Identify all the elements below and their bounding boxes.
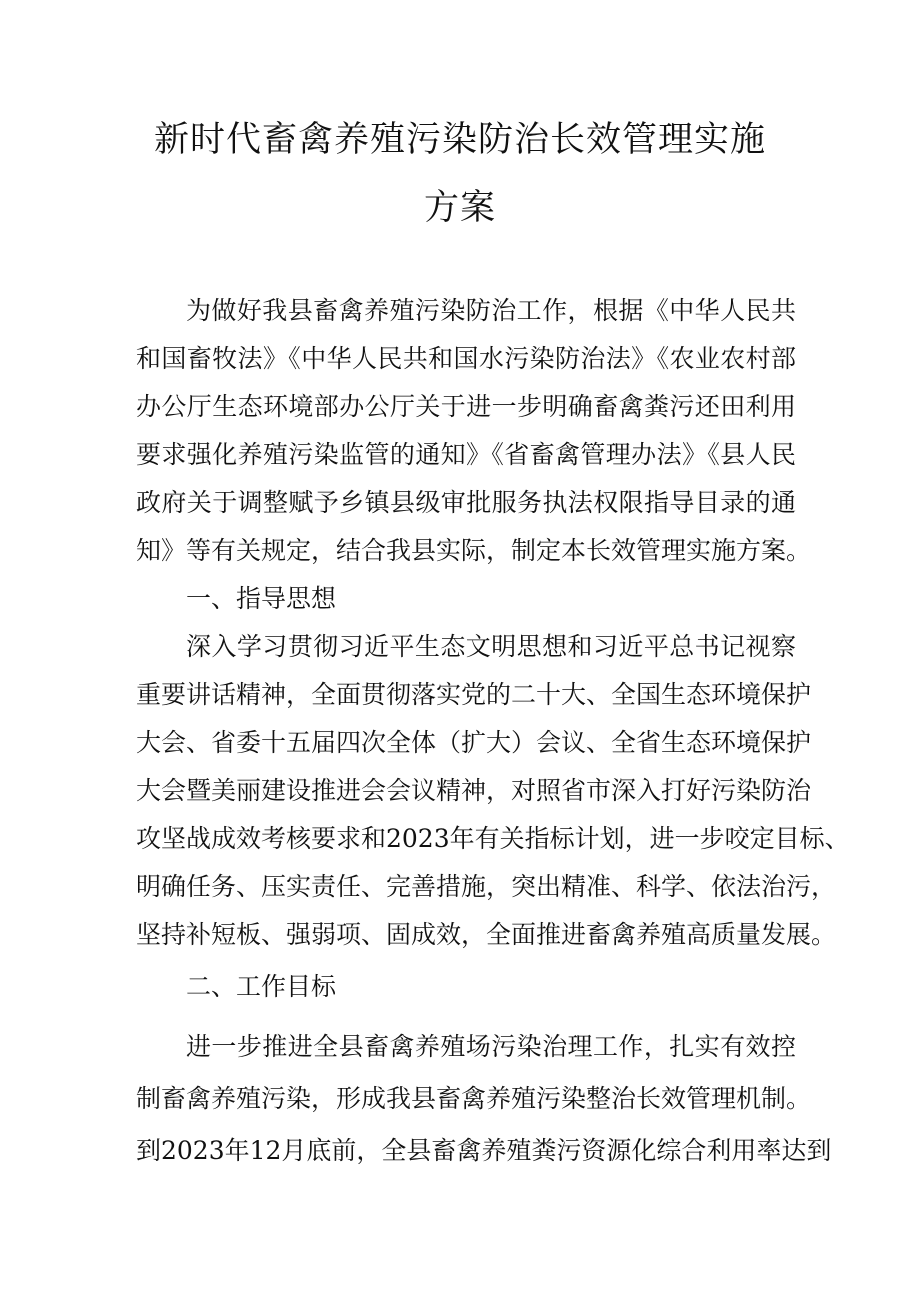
section2-line: 到2023年12月底前，全县畜禽养殖粪污资源化综合利用率达到 xyxy=(136,1136,832,1165)
document-title-line-2: 方案 xyxy=(423,188,496,228)
intro-line: 政府关于调整赋予乡镇县级审批服务执法权限指导目录的通 xyxy=(136,488,796,517)
section1-line: 攻坚战成效考核要求和2023年有关指标计划，进一步咬定目标、 xyxy=(136,824,850,853)
intro-line: 要求强化养殖污染监管的通知》《省畜禽管理办法》《县人民 xyxy=(136,440,796,469)
document-title-line-1: 新时代畜禽养殖污染防治长效管理实施 xyxy=(153,120,766,160)
section2-line: 制畜禽养殖污染，形成我县畜禽养殖污染整治长效管理机制。 xyxy=(136,1084,812,1113)
section1-line: 坚持补短板、强弱项、固成效，全面推进畜禽养殖高质量发展。 xyxy=(136,920,837,949)
section-heading-work-goals: 二、工作目标 xyxy=(186,972,337,1001)
section-heading-guiding-thought: 一、指导思想 xyxy=(186,584,337,613)
intro-line: 办公厅生态环境部办公厅关于进一步明确畜禽粪污还田利用 xyxy=(136,392,796,421)
section2-line: 进一步推进全县畜禽养殖场污染治理工作，扎实有效控 xyxy=(186,1032,796,1061)
section1-line: 大会暨美丽建设推进会会议精神，对照省市深入打好污染防治 xyxy=(136,776,812,805)
intro-line: 为做好我县畜禽养殖污染防治工作，根据《中华人民共 xyxy=(186,296,796,325)
section1-line: 深入学习贯彻习近平生态文明思想和习近平总书记视察 xyxy=(186,632,796,661)
section1-line: 重要讲话精神，全面贯彻落实党的二十大、全国生态环境保护 xyxy=(136,680,812,709)
intro-line: 和国畜牧法》《中华人民共和国水污染防治法》《农业农村部 xyxy=(136,344,796,373)
intro-line: 知》等有关规定，结合我县实际，制定本长效管理实施方案。 xyxy=(136,536,812,565)
section1-line: 大会、省委十五届四次全体（扩大）会议、全省生态环境保护 xyxy=(136,728,812,757)
section1-line: 明确任务、压实责任、完善措施，突出精准、科学、依法治污， xyxy=(136,872,837,901)
